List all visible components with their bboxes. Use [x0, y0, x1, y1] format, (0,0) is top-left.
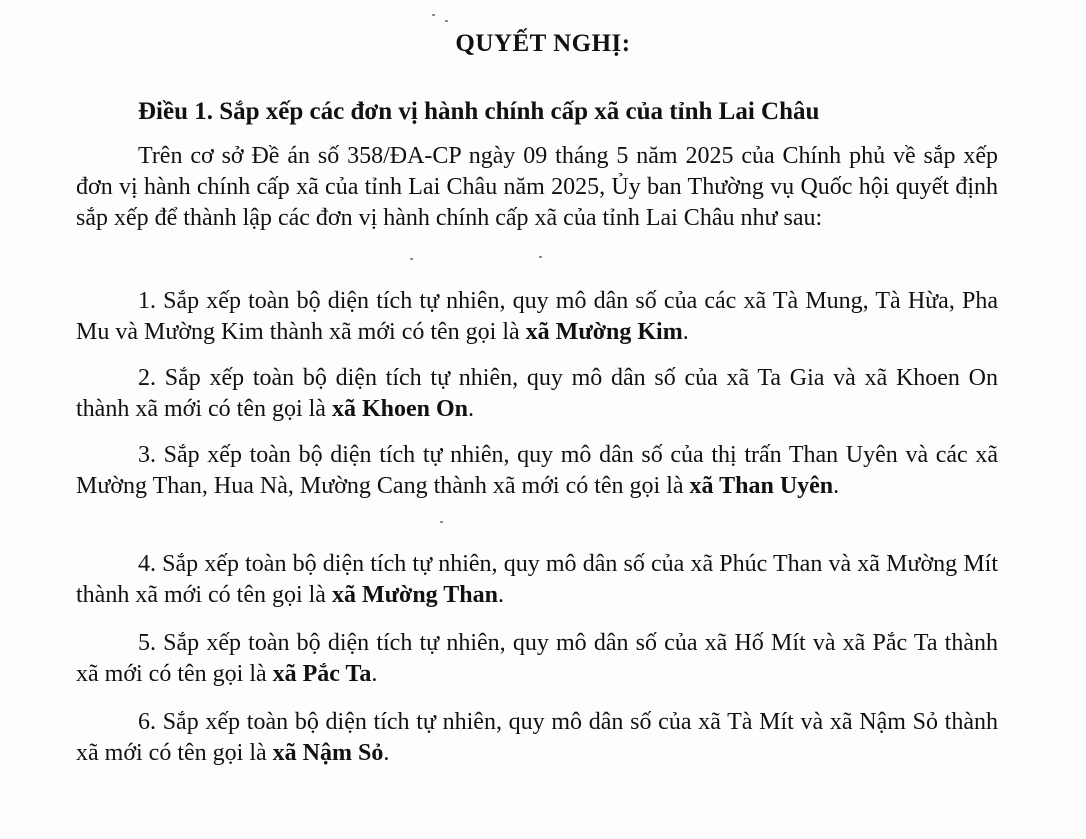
resolution-heading: QUYẾT NGHỊ: — [455, 30, 631, 57]
list-item-6-end: . — [383, 740, 390, 766]
list-item-3-text: 3. Sắp xếp toàn bộ diện tích tự nhiên, quy mô dân số của thị trấn Than Uyên và các xã Mường Than, Hua Nà, Mường Cang thành xã mới có tên gọi là — [76, 442, 998, 499]
list-item-5-commune-name: xã Pắc Ta — [272, 661, 372, 687]
list-item-4-end: . — [497, 582, 504, 608]
scan-speck — [539, 256, 542, 258]
list-item-2-commune-name: xã Khoen On — [331, 396, 468, 422]
list-item-1-end: . — [682, 319, 689, 345]
list-item-5-text: 5. Sắp xếp toàn bộ diện tích tự nhiên, quy mô dân số của xã Hố Mít và xã Pắc Ta thành xã mới có tên gọi là — [76, 630, 998, 687]
article-1-title: Điều 1. Sắp xếp các đơn vị hành chính cấp xã của tỉnh Lai Châu — [138, 98, 820, 125]
scan-speck — [445, 20, 448, 22]
list-item-1 — [76, 286, 998, 348]
list-item-5-end: . — [371, 661, 378, 687]
list-item-1-commune-name: xã Mường Kim — [525, 319, 683, 345]
list-item-2 — [76, 363, 998, 425]
list-item-3-commune-name: xã Than Uyên — [689, 473, 834, 499]
scan-speck — [432, 14, 435, 16]
list-item-1-text: 1. Sắp xếp toàn bộ diện tích tự nhiên, quy mô dân số của các xã Tà Mung, Tà Hừa, Pha Mu và Mường Kim thành xã mới có tên gọi là — [76, 288, 998, 345]
list-item-4-text: 4. Sắp xếp toàn bộ diện tích tự nhiên, quy mô dân số của xã Phúc Than và xã Mường Mít thành xã mới có tên gọi là — [76, 551, 998, 608]
list-item-6-text: 6. Sắp xếp toàn bộ diện tích tự nhiên, quy mô dân số của xã Tà Mít và xã Nậm Sỏ thành xã mới có tên gọi là — [76, 709, 998, 766]
intro-paragraph: Trên cơ sở Đề án số 358/ĐA-CP ngày 09 tháng 5 năm 2025 của Chính phủ về sắp xếp đơn vị hành chính cấp xã của tỉnh Lai Châu năm 2025, Ủy ban Thường vụ Quốc hội quyết định sắp xếp để thành lập các đơn vị hành chính cấp xã của tỉnh Lai Châu như sau: — [76, 143, 998, 231]
list-item-3-end: . — [833, 473, 840, 499]
list-item-3 — [76, 440, 998, 502]
list-item-2-text: 2. Sắp xếp toàn bộ diện tích tự nhiên, quy mô dân số của xã Ta Gia và xã Khoen On thành xã mới có tên gọi là — [76, 365, 998, 422]
scan-speck — [440, 521, 443, 523]
list-item-6 — [76, 707, 998, 769]
list-item-5 — [76, 628, 998, 690]
list-item-2-end: . — [468, 396, 474, 422]
list-item-6-commune-name: xã Nậm Sỏ — [272, 740, 384, 766]
scan-speck — [410, 258, 413, 260]
list-item-4-commune-name: xã Mường Than — [331, 582, 498, 608]
list-item-4 — [76, 549, 998, 611]
